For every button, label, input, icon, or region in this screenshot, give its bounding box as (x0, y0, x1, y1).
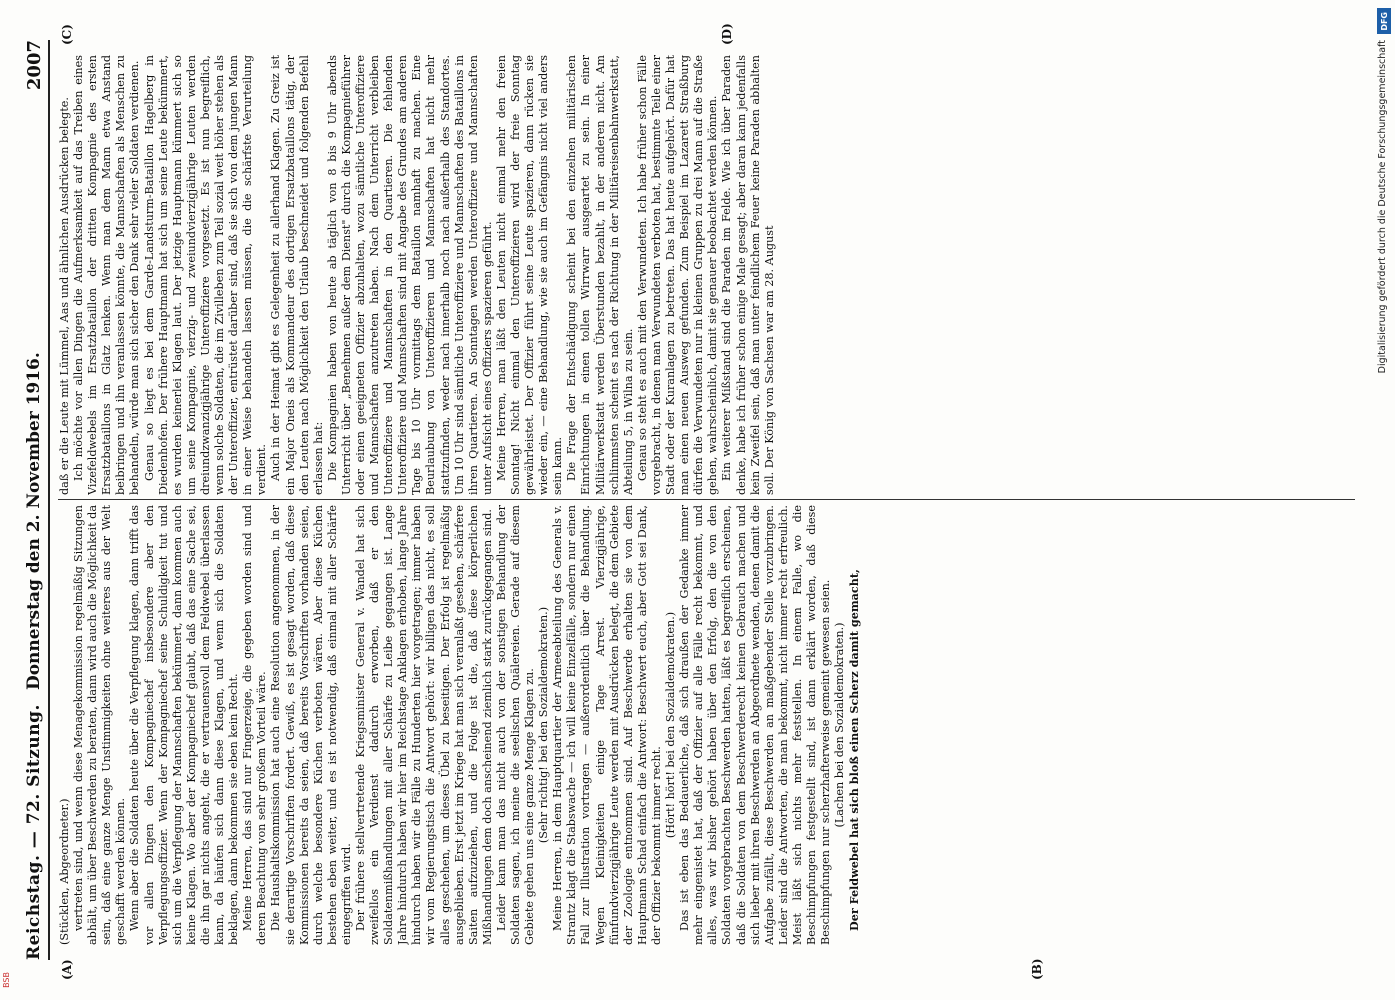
interjection: (Hört! hört! bei den Sozialdemokraten.) (664, 611, 678, 839)
bsb-mark: BSB (2, 972, 11, 988)
margin-marker-d: (D) (720, 23, 734, 45)
text-column-right (58, 55, 1355, 495)
paragraph: Meine Herren, das sind nur Fingerzeige, die gegeben worden sind und deren Beachtung von sehr großem Vorteil wäre. (241, 505, 269, 945)
paragraph: daß er die Leute mit Lümmel, Aas und ähnlichen Ausdrücken belegte. (58, 97, 71, 495)
paragraph: Das ist eben das Bedauerliche, daß sich draußen der Gedanke immer mehr eingenistet hat, daß der Offizier auf alle Fälle recht bekommt, und alles, was wir bisher gehört haben über den Erfolg, den die von den Soldaten vorgebrachten Beschwerden hatten, läßt es begreiflich erscheinen, daß die Soldaten von dem Beschwerderecht keinen Gebrauch machen und sich lieber mit ihren Beschwerden an Abgeordnete wenden, denen damit die Aufgabe zufällt, diese Beschwerden an maßgebender Stelle vorzubringen. Leider sind die Antworten, die man bekommt, nicht immer recht erfreulich. Meist läßt sich nichts mehr feststellen. In einem Falle, wo die Beschimpfungen festgestellt sind, ist dann erklärt worden, daß diese Beschimpfungen nur scherzhafterweise gemeint gewesen seien. (678, 505, 833, 945)
interjection: (Lachen bei den Sozialdemokraten.) (833, 622, 847, 828)
interjection: (Sehr richtig! bei den Sozialdemokraten.) (537, 606, 551, 844)
text-column-left (58, 505, 1355, 945)
margin-marker-b: (B) (1030, 958, 1044, 980)
paragraph: Auch in der Heimat gibt es Gelegenheit zu allerhand Klagen. Zu Greiz ist ein Major Oneis als Kommandeur des dortigen Ersatzbataillons tätig, der den Leuten nach Möglichkeit den Urlaub beschneidet und folgenden Befehl erlassen hat: (269, 55, 325, 495)
margin-marker-c: (C) (60, 24, 74, 45)
header-date: Donnerstag den 2. November 1916. (24, 352, 44, 691)
paragraph: Die Haushaltskommission hat auch eine Resolution angenommen, in der sie derartige Vorschriften fordert. Gewiß, es ist gesagt worden, daß diese Kommissionen bereits da seien, daß bereits Vorschriften vorhanden seien, durch welche besondere Küchen verboten wären. Aber diese Küchen bestehen eben weiter, und es ist notwendig, daß einmal mit aller Schärfe eingegriffen wird. (269, 505, 353, 945)
page-header (20, 40, 50, 960)
digitization-note: Digitalisierung gefördert durch die Deutsche Forschungsgemeinschaft (1377, 40, 1388, 374)
paragraph: Der Feldwebel hat sich bloß einen Scherz damit gemacht, (847, 569, 862, 931)
quoted-order: Die Kompagnien haben von heute ab täglich von 8 bis 9 Uhr abends Unterricht über „Benehmen außer dem Dienst" durch die Kompagnieführer oder einen geeigneten Offizier abzuhalten, wozu sämtliche Unteroffiziere und Mannschaften anzutreten haben. Nach dem Unterricht verbleiben Unteroffiziere und Mannschaften in den Quartieren. Die fehlenden Unteroffiziere und Mannschaften sind mit Angabe des Grundes am anderen Tage bis 10 Uhr vormittags dem Bataillon namhaft zu machen. Eine Beurlaubung von Unteroffizieren und Mannschaften hat nicht mehr stattzufinden, weder nach innerhalb noch nach außerhalb des Standortes. Um 10 Uhr sind sämtliche Unteroffiziere und Mannschaften des Bataillons in ihren Quartieren. An Sonntagen werden Unteroffiziere und Mannschaften unter Aufsicht eines Offiziers spazieren geführt. (325, 55, 494, 495)
header-session: Reichstag. — 72. Sitzung. (24, 704, 44, 960)
paragraph: Leider kann man das nicht auch von der sonstigen Behandlung der Soldaten sagen, ich meine die seelischen Quälereien. Gerade auf diesem Gebiete gehen uns eine ganze Menge Klagen zu. (494, 505, 537, 945)
paragraph: Ich möchte vor allen Dingen die Aufmerksamkeit auf das Treiben eines Vizefeldwebels im Ersatzbataillon der dritten Kompagnie des ersten Ersatzbataillons in Glatz lenken. Wenn man dem Mann etwa Anstand beibringen und ihn veranlassen könnte, die Mannschaften als Menschen zu behandeln, würde man sich sicher den Dank sehr vieler Soldaten verdienen. (72, 55, 142, 495)
paragraph: Meine Herren, in dem Hauptquartier der Armeeabteilung des Generals v. Strantz klagt die Stabswache — ich will keine Einzelfälle, sondern nur einen Fall zur Illustration vortragen — außerordentlich über die Behandlung. Wegen Kleinigkeiten einige Tage Arrest. Vierzigjährige, fünfundvierzigjährige Leute werden mit Ausdrücken belegt, die dem Gebiete der Zoologie entnommen sind. Auf Beschwerde erhalten sie von dem Hauptmann Schad einfach die Antwort: Beschwert euch, aber Gott sei Dank, der Offizier bekommt immer recht. (551, 505, 663, 945)
margin-marker-a: (A) (60, 959, 74, 980)
paragraph: (Stücklen, Abgeordneter.) (58, 798, 71, 945)
dfg-logo: DFG (1377, 8, 1391, 34)
paragraph: Der frühere stellvertretende Kriegsminister General v. Wandel hat sich zweifellos ein Verdienst dadurch erworben, daß er den Soldatenmißhandlungen mit aller Schärfe zu Leibe gegangen ist. Lange Jahre hindurch haben wir hier im Reichstage Anklagen erhoben, lange Jahre hindurch haben wir die Fälle zu Hunderten hier vorgetragen; immer haben wir vom Regierungstisch die Antwort gehört: wir billigen das nicht, es soll alles geschehen, um dieses Übel zu beseitigen. Der Erfolg ist regelmäßig ausgeblieben. Erst jetzt im Kriege hat man sich veranlaßt gesehen, schärfere Saiten aufzuziehen, und die Folge ist die, daß diese körperlichen Mißhandlungen dem doch anscheinend ziemlich stark zurückgegangen sind. (353, 505, 494, 945)
paragraph: vertreten sind, und wenn diese Menagekommission regelmäßig Sitzungen abhält, um über Beschwerden zu beraten, dann wird auch die Möglichkeit da sein, daß eine ganze Menge Unstimmigkeiten ohne weiteres aus der Welt geschafft werden können. (72, 505, 128, 945)
paragraph: Die Frage der Entschädigung scheint bei den einzelnen militärischen Einrichtungen in einen tollen Wirrwarr ausgeartet zu sein. In einer Militärwerkstatt werden Überstunden bezahlt, in der anderen nicht. Am schlimmsten scheint es nach der Richtung in der Militäreisenbahnwerkstatt, Abteilung 5, in Wilna zu sein. (565, 55, 635, 495)
column-divider (58, 499, 1355, 500)
paragraph: Ein weiterer Mißstand sind die Paraden im Felde. Wie ich über Paraden denke, habe ich früher schon einige Male gesagt; aber daran kann jedenfalls kein Zweifel sein, daß man unter feindlichem Feuer keine Paraden abhalten soll. Der König von Sachsen war am 28. August (720, 55, 776, 495)
paragraph: Genau so liegt es bei dem Garde-Landsturm-Bataillon Hagelberg in Diedenhofen. Der frühere Hauptmann hat sich um seine Leute bekümmert, es wurden keinerlei Klagen laut. Der jetzige Hauptmann kümmert sich so um seine Kompagnie, vierzig- und zweiundvierzigjährige Leuten werden dreiundzwanzigjährige Unteroffiziere vorgesetzt. Es ist nun begreiflich, wenn solche Soldaten, die im Zivilleben zum Teil sozial weit höher stehen als der Unteroffizier, entrüstet darüber sind, daß sie sich von dem jungen Mann in einer Weise behandeln lassen müssen, die die schärfste Verurteilung verdient. (142, 55, 269, 495)
paragraph: Genau so steht es auch mit den Verwundeten. Ich habe früher schon Fälle vorgebracht, in denen man Verwundeten verboten hat, bestimmte Teile einer Stadt oder der Kuranlagen zu betreten. Das hat heute aufgehört. Dafür hat man einen neuen Ausweg gefunden. Zum Beispiel im Lazarett Straßburg dürfen die Verwundeten nur in kleinen Gruppen zu drei Mann auf die Straße gehen, wahrscheinlich, damit sie genauer beobachtet werden können. (635, 55, 720, 495)
paragraph: Meine Herren, man läßt den Leuten nicht einmal mehr den freien Sonntag! Nicht einmal den Unteroffizieren wird der freie Sonntag gewährleistet. Der Offizier führt seine Leute spazieren, dann rücken sie wieder ein, — eine Behandlung, wie sie auch im Gefängnis nicht viel anders sein kann. (494, 55, 565, 495)
paragraph: Wenn aber die Soldaten heute über die Verpflegung klagen, dann trifft das vor allen Dingen den Kompagniechef insbesondere aber den Verpflegungsoffizier. Wenn der Kompagniechef seine Schuldigkeit tut und sich um die Verpflegung der Mannschaften bekümmert, dann kommen auch keine Klagen. Wo aber der Kompagniechef glaubt, daß das eine Sache sei, die ihn gar nichts angeht, die er vertrauensvoll dem Feldwebel überlassen kann, da häufen sich dann diese Klagen, und wenn sich die Soldaten beklagen, dann bekommen sie eben kein Recht. (128, 505, 241, 945)
page-number: 2007 (23, 40, 45, 91)
